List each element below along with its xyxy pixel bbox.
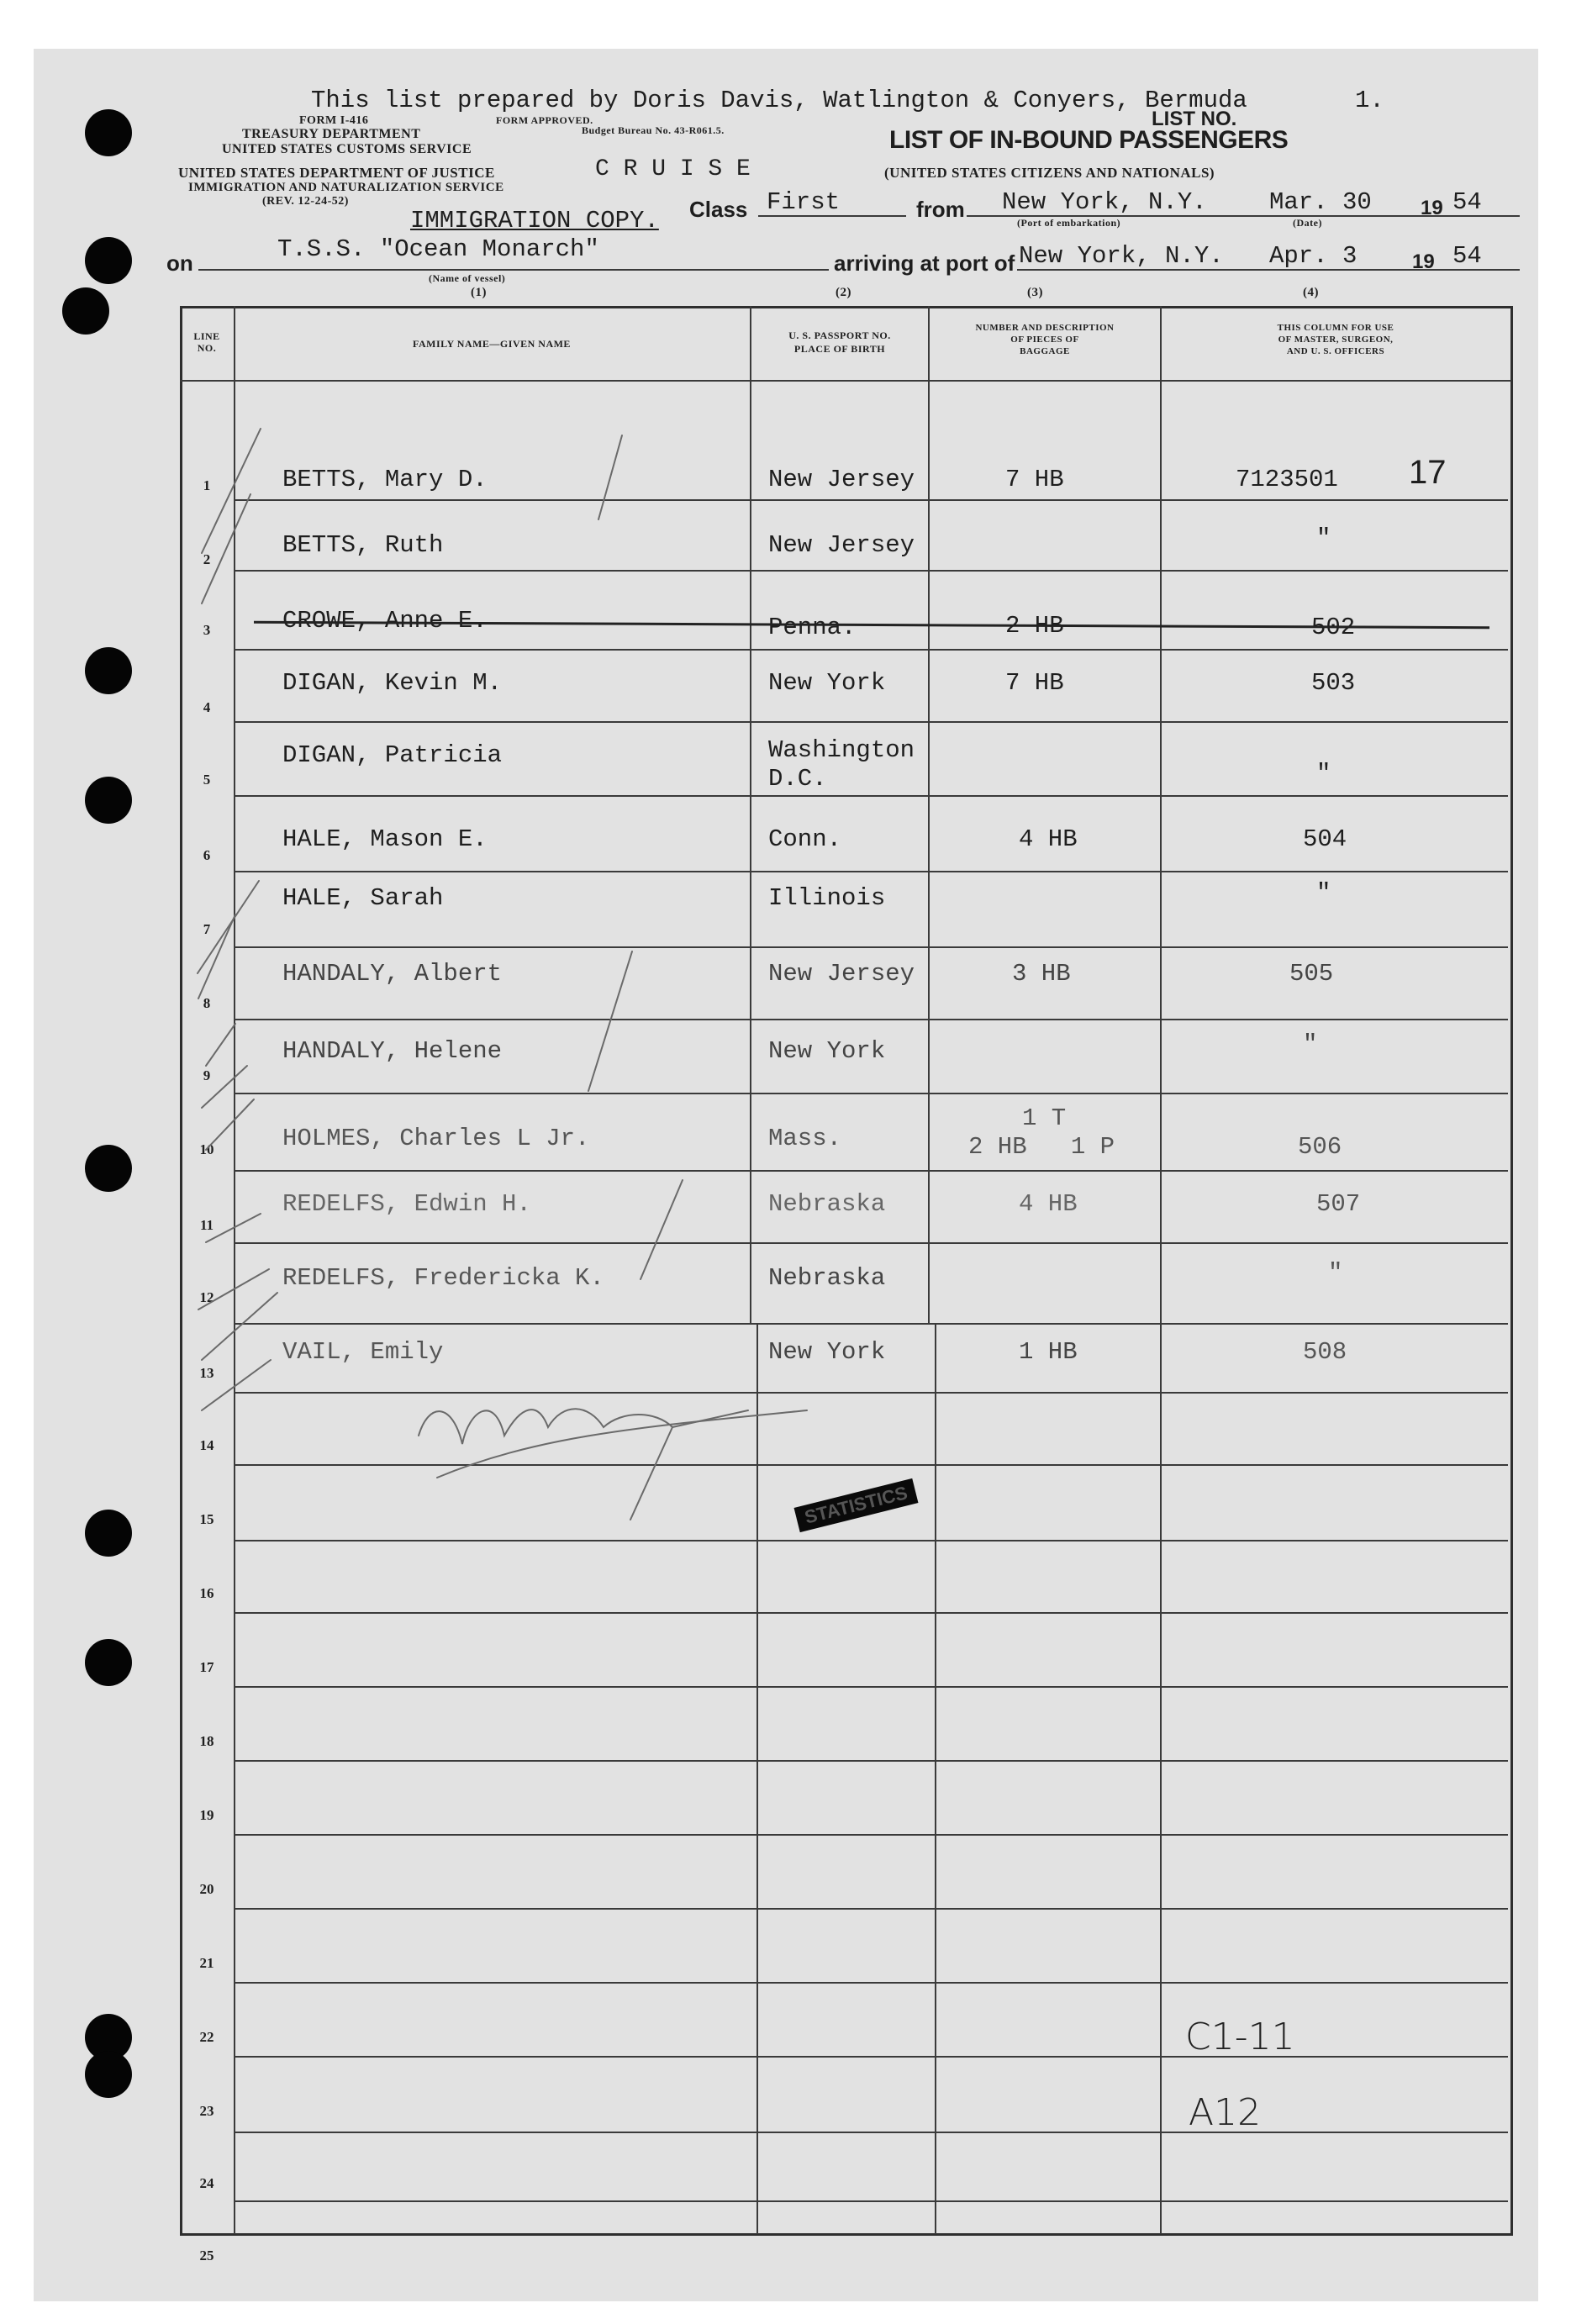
class-value: First (767, 188, 841, 216)
line-number: 25 (199, 2248, 214, 2263)
class-label: Class (689, 197, 748, 222)
arrival-year: 54 (1452, 242, 1482, 270)
baggage: 1 HB (1019, 1338, 1078, 1366)
handwritten-note-2: A12 (1189, 2091, 1262, 2134)
officer-entry: " (1316, 760, 1331, 788)
birthplace: New Jersey (768, 466, 915, 493)
passenger-name: HALE, Sarah (282, 884, 444, 912)
arriving-label: arriving at port of (834, 250, 1015, 276)
customs-service: UNITED STATES CUSTOMS SERVICE (222, 142, 472, 156)
line-number: 10 (199, 1141, 214, 1157)
line-number: 20 (199, 1881, 214, 1897)
officer-entry: 507 (1316, 1190, 1361, 1218)
departure-year-prefix: 19 (1421, 197, 1443, 219)
passenger-name: BETTS, Ruth (282, 531, 444, 559)
passenger-name: REDELFS, Fredericka K. (282, 1264, 604, 1292)
passenger-name: REDELFS, Edwin H. (282, 1190, 531, 1218)
list-subtitle: (UNITED STATES CITIZENS AND NATIONALS) (884, 165, 1215, 181)
officer-entry: " (1316, 879, 1331, 907)
col-num-2: (2) (836, 286, 851, 299)
baggage: 2 HB (1005, 612, 1064, 640)
officer-entry: 7123501 (1236, 466, 1338, 493)
arrival-year-prefix: 19 (1412, 250, 1435, 273)
col-header-officers-2: OF MASTER, SURGEON, (1278, 335, 1394, 345)
rev-date: (REV. 12-24-52) (262, 195, 349, 208)
line-number: 24 (199, 2175, 214, 2191)
baggage: 2 HB 1 P (968, 1133, 1115, 1161)
treasury-dept: TREASURY DEPARTMENT (242, 127, 421, 141)
line-number: 18 (199, 1733, 214, 1749)
list-title: LIST OF IN-BOUND PASSENGERS (889, 126, 1289, 154)
handwritten-note-1: C1-11 (1185, 2016, 1295, 2058)
departure-date: Mar. 30 (1269, 188, 1372, 216)
passenger-name: VAIL, Emily (282, 1338, 444, 1366)
form-number: FORM I-416 (299, 114, 369, 127)
col-header-officers-1: THIS COLUMN FOR USE (1277, 323, 1394, 333)
baggage: 4 HB (1019, 825, 1078, 853)
baggage: 7 HB (1005, 669, 1064, 697)
line-number: 1 (203, 477, 211, 493)
doj: UNITED STATES DEPARTMENT OF JUSTICE (178, 165, 495, 181)
birthplace: Nebraska (768, 1264, 886, 1292)
vessel-caption: (Name of vessel) (429, 272, 506, 284)
baggage: 4 HB (1019, 1190, 1078, 1218)
line-number: 11 (199, 1217, 214, 1233)
birthplace: New Jersey (768, 531, 915, 559)
line-number: 5 (203, 772, 211, 788)
vessel-name: T.S.S. "Ocean Monarch" (277, 235, 599, 263)
line-number: 6 (203, 847, 211, 863)
binder-hole (85, 1145, 132, 1192)
binder-hole (85, 1639, 132, 1686)
document-page (34, 49, 1538, 2301)
officer-entry: 506 (1298, 1133, 1342, 1161)
departure-year: 54 (1452, 188, 1482, 216)
on-label: on (166, 250, 193, 276)
officer-entry: 505 (1289, 960, 1334, 988)
line-number: 16 (199, 1585, 214, 1601)
list-number: 1. (1355, 87, 1384, 114)
birthplace: Mass. (768, 1125, 842, 1152)
line-number: 12 (199, 1289, 214, 1305)
copy-label: IMMIGRATION COPY. (410, 207, 659, 235)
officer-entry: 504 (1303, 825, 1347, 853)
officer-entry: 508 (1303, 1338, 1347, 1366)
line-number: 17 (199, 1659, 214, 1675)
col-header-name: FAMILY NAME—GIVEN NAME (413, 338, 571, 350)
arrival-date: Apr. 3 (1269, 242, 1357, 270)
birthplace-line-2: D.C. (768, 765, 827, 793)
page-count: 17 (1409, 454, 1447, 491)
line-number: 13 (199, 1365, 214, 1381)
col-header-birthplace: PLACE OF BIRTH (793, 343, 886, 355)
line-number: 14 (199, 1437, 214, 1453)
officer-entry: " (1316, 524, 1331, 552)
col-num-3: (3) (1027, 286, 1043, 299)
baggage: 7 HB (1005, 466, 1064, 493)
cruise-label: C R U I S E (595, 156, 751, 182)
passenger-name: DIGAN, Patricia (282, 741, 503, 769)
from-value: New York, N.Y. (1002, 188, 1207, 216)
line-number: 21 (199, 1955, 214, 1971)
prepared-by: This list prepared by Doris Davis, Watlington & Conyers, Bermuda (311, 87, 1247, 114)
from-label: from (916, 197, 965, 222)
binder-hole (85, 1510, 132, 1557)
statistics-stamp: STATISTICS (794, 1478, 919, 1532)
birthplace: New York (768, 669, 886, 697)
birthplace: Illinois (768, 884, 886, 912)
binder-hole (85, 237, 132, 284)
line-number: 22 (199, 2029, 214, 2045)
passenger-name: HALE, Mason E. (282, 825, 488, 853)
passenger-name: HANDALY, Albert (282, 960, 503, 988)
line-number: 9 (203, 1067, 211, 1083)
passenger-name: CROWE, Anne E. (282, 607, 488, 635)
col-header-passport: U. S. PASSPORT NO. (788, 329, 891, 341)
pencil-marks (34, 49, 1538, 2301)
birthplace: New York (768, 1037, 886, 1065)
binder-hole (85, 109, 132, 156)
col-num-4: (4) (1303, 286, 1319, 299)
birthplace: New Jersey (768, 960, 915, 988)
line-number: 7 (203, 921, 211, 937)
col-header-line-no: LINE NO. (193, 330, 220, 354)
birthplace: New York (768, 1338, 886, 1366)
birthplace: Washington (768, 736, 915, 764)
budget-bureau: Budget Bureau No. 43-R061.5. (582, 124, 725, 136)
col-header-baggage-3: BAGGAGE (1020, 346, 1070, 356)
passenger-name: DIGAN, Kevin M. (282, 669, 503, 697)
date-caption: (Date) (1293, 217, 1322, 229)
form-approved: FORM APPROVED. (496, 114, 593, 126)
line-number: 15 (199, 1511, 214, 1527)
baggage-extra: 1 T (1022, 1104, 1067, 1132)
birthplace: Penna. (768, 614, 857, 641)
officer-entry: " (1303, 1030, 1318, 1058)
passenger-name: BETTS, Mary D. (282, 466, 488, 493)
birthplace: Conn. (768, 825, 842, 853)
col-header-baggage-2: OF PIECES OF (1010, 335, 1079, 345)
officer-entry: 502 (1311, 614, 1356, 641)
line-number: 23 (199, 2103, 214, 2119)
line-number: 2 (203, 551, 211, 567)
officer-entry: " (1328, 1259, 1343, 1287)
binder-hole (62, 287, 109, 335)
binder-hole (85, 2051, 132, 2098)
port-embark-caption: (Port of embarkation) (1017, 217, 1121, 229)
birthplace: Nebraska (768, 1190, 886, 1218)
officer-entry: 503 (1311, 669, 1356, 697)
col-header-officers-3: AND U. S. OFFICERS (1286, 346, 1385, 356)
passenger-name: HOLMES, Charles L Jr. (282, 1125, 590, 1152)
col-header-baggage-1: NUMBER AND DESCRIPTION (975, 323, 1115, 333)
binder-hole (85, 647, 132, 694)
line-number: 19 (199, 1807, 214, 1823)
list-no-label: LIST NO. (1152, 108, 1237, 130)
arrival-port: New York, N.Y. (1019, 242, 1224, 270)
col-num-1: (1) (471, 286, 487, 299)
line-number: 8 (203, 995, 211, 1011)
line-number: 3 (203, 622, 211, 638)
binder-hole (85, 777, 132, 824)
baggage: 3 HB (1012, 960, 1071, 988)
ins: IMMIGRATION AND NATURALIZATION SERVICE (188, 181, 504, 194)
line-number: 4 (203, 699, 211, 715)
passenger-name: HANDALY, Helene (282, 1037, 503, 1065)
